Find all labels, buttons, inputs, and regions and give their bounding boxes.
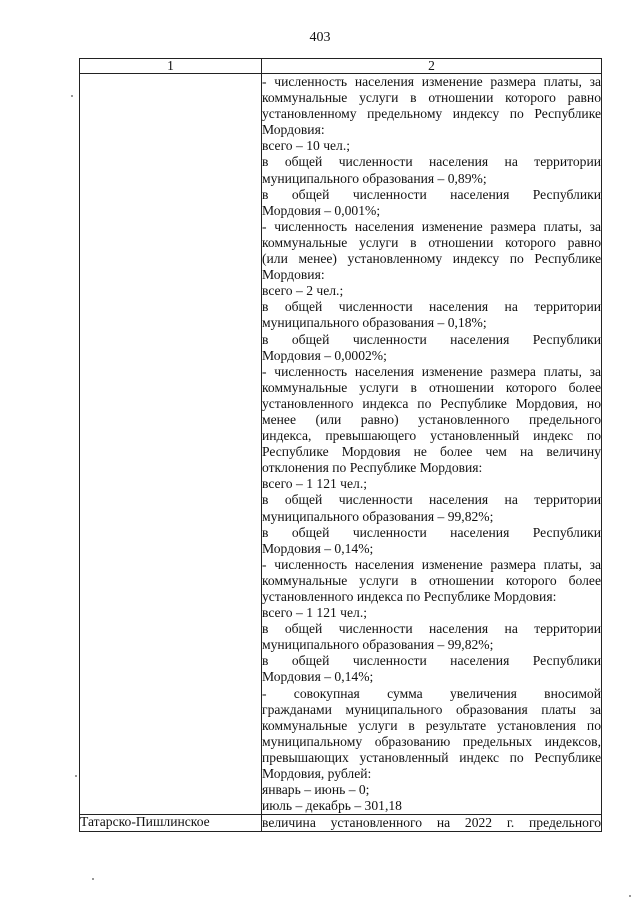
text-line: - совокупная сумма увеличения вносимой: [262, 685, 601, 701]
text-line: коммунальные услуги в отношении которого более: [262, 379, 601, 395]
text-line: в общей численности населения на территории: [262, 154, 601, 170]
text-line: менее (или равно) установленного предельного: [262, 411, 601, 427]
text-line: - численность населения изменение размера платы, за: [262, 363, 601, 379]
text-line: гражданами муниципального образования платы за: [262, 701, 601, 717]
text-line: Мордовия:: [262, 267, 325, 283]
text-line: в общей численности населения на территории: [262, 492, 601, 508]
scan-speck: [71, 95, 73, 97]
text-line: в общей численности населения Республики: [262, 653, 601, 669]
text-line: Мордовия – 0,14%;: [262, 540, 374, 556]
text-line: муниципального образования – 99,82%;: [262, 637, 494, 653]
region-cell: Татарско-Пишлинское: [80, 815, 262, 832]
text-line: в общей численности населения на территории: [262, 299, 601, 315]
text-line: установленного индекса по Республике Мордовия:: [262, 589, 557, 604]
text-line: июль – декабрь – 301,18: [262, 798, 402, 814]
text-line: индекса, превышающего установленный индекс по: [262, 428, 601, 444]
text-line: Мордовия:: [262, 122, 325, 138]
text-line: муниципальному образованию предельных индексов,: [262, 733, 601, 749]
text-line: - численность населения изменение размера платы, за: [262, 218, 601, 234]
text-line: Республике Мордовия не более чем на величину: [262, 444, 601, 460]
text-line: - численность населения изменение размера платы, за: [262, 556, 601, 572]
column-header-1: 1: [80, 59, 262, 74]
page-number: 403: [309, 30, 331, 45]
text-line: Мордовия, рублей:: [262, 766, 372, 782]
text-line: всего – 1 121 чел.;: [262, 476, 368, 492]
text-line: муниципального образования – 0,18%;: [262, 315, 487, 331]
text-line: коммунальные услуги в отношении которого более: [262, 572, 601, 588]
text-line: Мордовия – 0,14%;: [262, 669, 374, 685]
text-line: всего – 10 чел.;: [262, 138, 351, 154]
document-table: [79, 58, 602, 832]
text-line: Мордовия – 0,0002%;: [262, 347, 387, 363]
text-line: в общей численности населения Республики: [262, 524, 601, 540]
text-line: установленного индекса по Республике Мордовия, но: [262, 395, 601, 411]
text-line: коммунальные услуги в результате установления по: [262, 717, 601, 733]
text-line: (или менее) установленному индексу по Республике: [262, 251, 601, 267]
text-line: в общей численности населения Республики: [262, 331, 601, 347]
text-line: - численность населения изменение размера платы, за: [262, 74, 601, 89]
text-line: Мордовия – 0,001%;: [262, 202, 381, 218]
text-line: установленному предельному индексу по Республике: [262, 106, 601, 122]
table-header-row: [80, 59, 602, 74]
scan-speck: [92, 878, 94, 880]
table-row: [80, 74, 602, 815]
text-line: январь – июнь – 0;: [262, 782, 370, 798]
text-line: муниципального образования – 0,89%;: [262, 170, 487, 186]
text-line: коммунальные услуги в отношении которого равно: [262, 90, 601, 106]
text-line: в общей численности населения на территории: [262, 621, 601, 637]
text-line: коммунальные услуги в отношении которого равно: [262, 234, 601, 250]
text-line: всего – 2 чел.;: [262, 283, 344, 299]
table-row: [80, 815, 602, 832]
column-header-2: 2: [262, 59, 602, 74]
text-line: всего – 1 121 чел.;: [262, 605, 368, 621]
region-cell-empty: [80, 74, 262, 815]
scan-speck: [75, 775, 77, 777]
scan-speck: [629, 895, 631, 897]
text-line: муниципального образования – 99,82%;: [262, 508, 494, 524]
text-line: отклонения по Республике Мордовия:: [262, 460, 483, 476]
description-cell: [262, 74, 602, 815]
text-line: величина установленного на 2022 г. предельного: [262, 815, 601, 831]
text-line: превышающих установленный индекс по Республике: [262, 749, 601, 765]
description-cell-next: [262, 815, 602, 832]
text-line: в общей численности населения Республики: [262, 186, 601, 202]
